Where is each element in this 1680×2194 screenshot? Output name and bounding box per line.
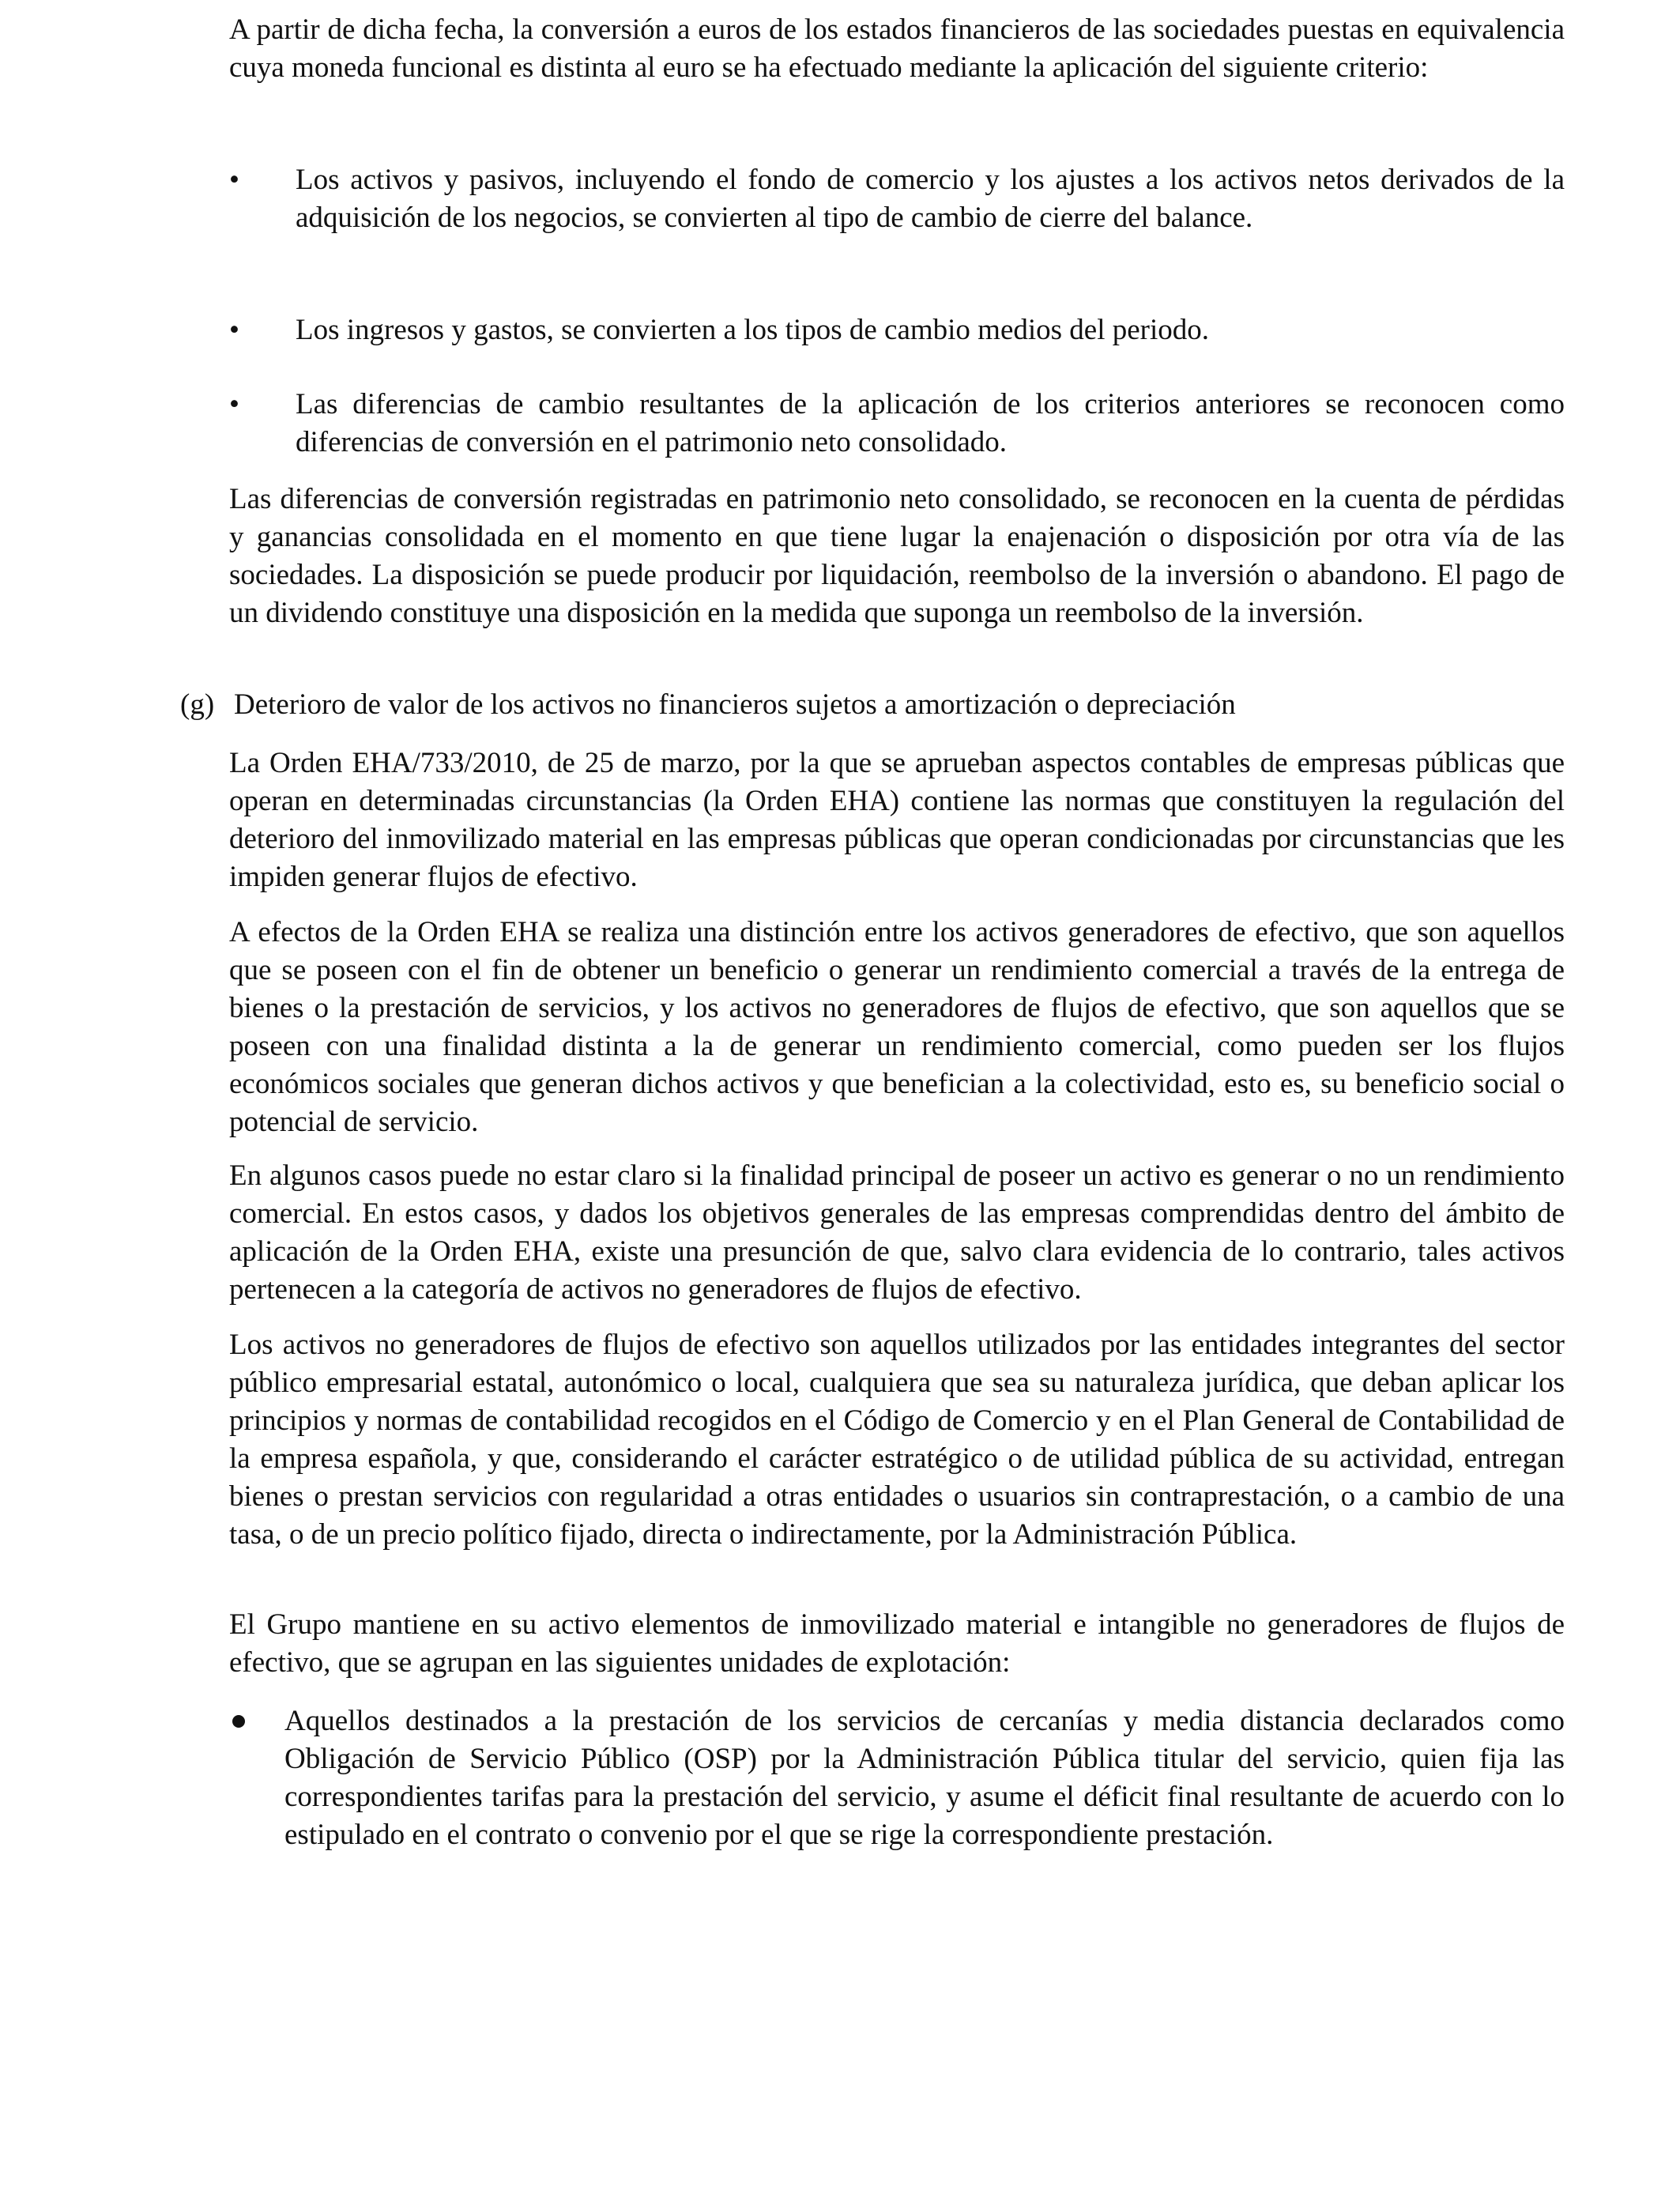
bullet-icon: • — [229, 388, 239, 420]
section-g-paragraph-2: A efectos de la Orden EHA se realiza una distinción entre los activos generadores de efectivo, que son aquellos que se poseen con el fin de obtener un beneficio o generar un rendimiento comercial a través de la entrega de bienes o la prestación de servicios, y los activos no generadores de flujos de efectivo, que son aquellos que se poseen con una finalidad distinta a la de generar un rendimiento comercial, como pueden ser los flujos económicos sociales que generan dichos activos y que benefician a la colectividad, esto es, su beneficio social o potencial de servicio. — [229, 916, 1565, 1138]
bullet-icon: • — [229, 164, 239, 196]
criteria-item-text: Las diferencias de cambio resultantes de la aplicación de los criterios anteriores se reconocen como diferencias de conversión en el patrimonio neto consolidado. — [296, 388, 1565, 458]
unit-item-text: Aquellos destinados a la prestación de los servicios de cercanías y media distancia declarados como Obligación de Servicio Público (OSP) por la Administración Pública titular del servicio, quien fija las correspondientes tarifas para la prestación del servicio, y asume el déficit final resultante de acuerdo con lo estipulado en el contrato o convenio por el que se rige la correspondiente prestación. — [284, 1705, 1565, 1851]
section-g-marker: (g) — [180, 688, 215, 721]
bullet-dot-icon — [232, 1715, 245, 1728]
criteria-item-1 — [229, 161, 1565, 237]
section-g-paragraph-5: El Grupo mantiene en su activo elementos de inmovilizado material e intangible no generadores de flujos de efectivo, que se agrupan en las siguientes unidades de explotación: — [229, 1608, 1565, 1679]
section-g-title: Deterioro de valor de los activos no financieros sujetos a amortización o depreciación — [234, 688, 1236, 721]
criteria-item-2 — [229, 311, 1565, 349]
criteria-item-text: Los ingresos y gastos, se convierten a los tipos de cambio medios del periodo. — [296, 314, 1210, 346]
intro-paragraph: A partir de dicha fecha, la conversión a euros de los estados financieros de las sociedades puestas en equivalencia cuya moneda funcional es distinta al euro se ha efectuado mediante la aplicación del siguiente criterio: — [229, 13, 1565, 84]
section-g-paragraph-4: Los activos no generadores de flujos de efectivo son aquellos utilizados por las entidades integrantes del sector público empresarial estatal, autonómico o local, cualquiera que sea su naturaleza jurídica, que deban aplicar los principios y normas de contabilidad recogidos en el Código de Comercio y en el Plan General de Contabilidad de la empresa española, y que, considerando el carácter estratégico o de utilidad pública de su actividad, entregan bienes o prestan servicios con regularidad a otras entidades o usuarios sin contraprestación, o a cambio de una tasa, o de un precio político fijado, directa o indirectamente, por la Administración Pública. — [229, 1329, 1565, 1551]
unit-item-1 — [229, 1702, 1565, 1854]
section-g-heading — [180, 686, 1571, 724]
bullet-icon: • — [229, 314, 239, 346]
criteria-item-3 — [229, 386, 1565, 462]
section-g-paragraph-3: En algunos casos puede no estar claro si la finalidad principal de poseer un activo es generar o no un rendimiento comercial. En estos casos, y dados los objetivos generales de las empresas comprendidas dentro del ámbito de aplicación de la Orden EHA, existe una presunción de que, salvo clara evidencia de lo contrario, tales activos pertenecen a la categoría de activos no generadores de flujos de efectivo. — [229, 1159, 1565, 1306]
conversion-paragraph: Las diferencias de conversión registradas en patrimonio neto consolidado, se reconocen en la cuenta de pérdidas y ganancias consolidada en el momento en que tiene lugar la enajenación o disposición por otra vía de las sociedades. La disposición se puede producir por liquidación, reembolso de la inversión o abandono. El pago de un dividendo constituye una disposición en la medida que suponga un reembolso de la inversión. — [229, 483, 1565, 629]
criteria-item-text: Los activos y pasivos, incluyendo el fondo de comercio y los ajustes a los activos netos derivados de la adquisición de los negocios, se convierten al tipo de cambio de cierre del balance. — [296, 164, 1565, 234]
section-g-paragraph-1: La Orden EHA/733/2010, de 25 de marzo, por la que se aprueban aspectos contables de empresas públicas que operan en determinadas circunstancias (la Orden EHA) contiene las normas que constituyen la regulación del deterioro del inmovilizado material en las empresas públicas que operan condicionadas por circunstancias que les impiden generar flujos de efectivo. — [229, 747, 1565, 893]
